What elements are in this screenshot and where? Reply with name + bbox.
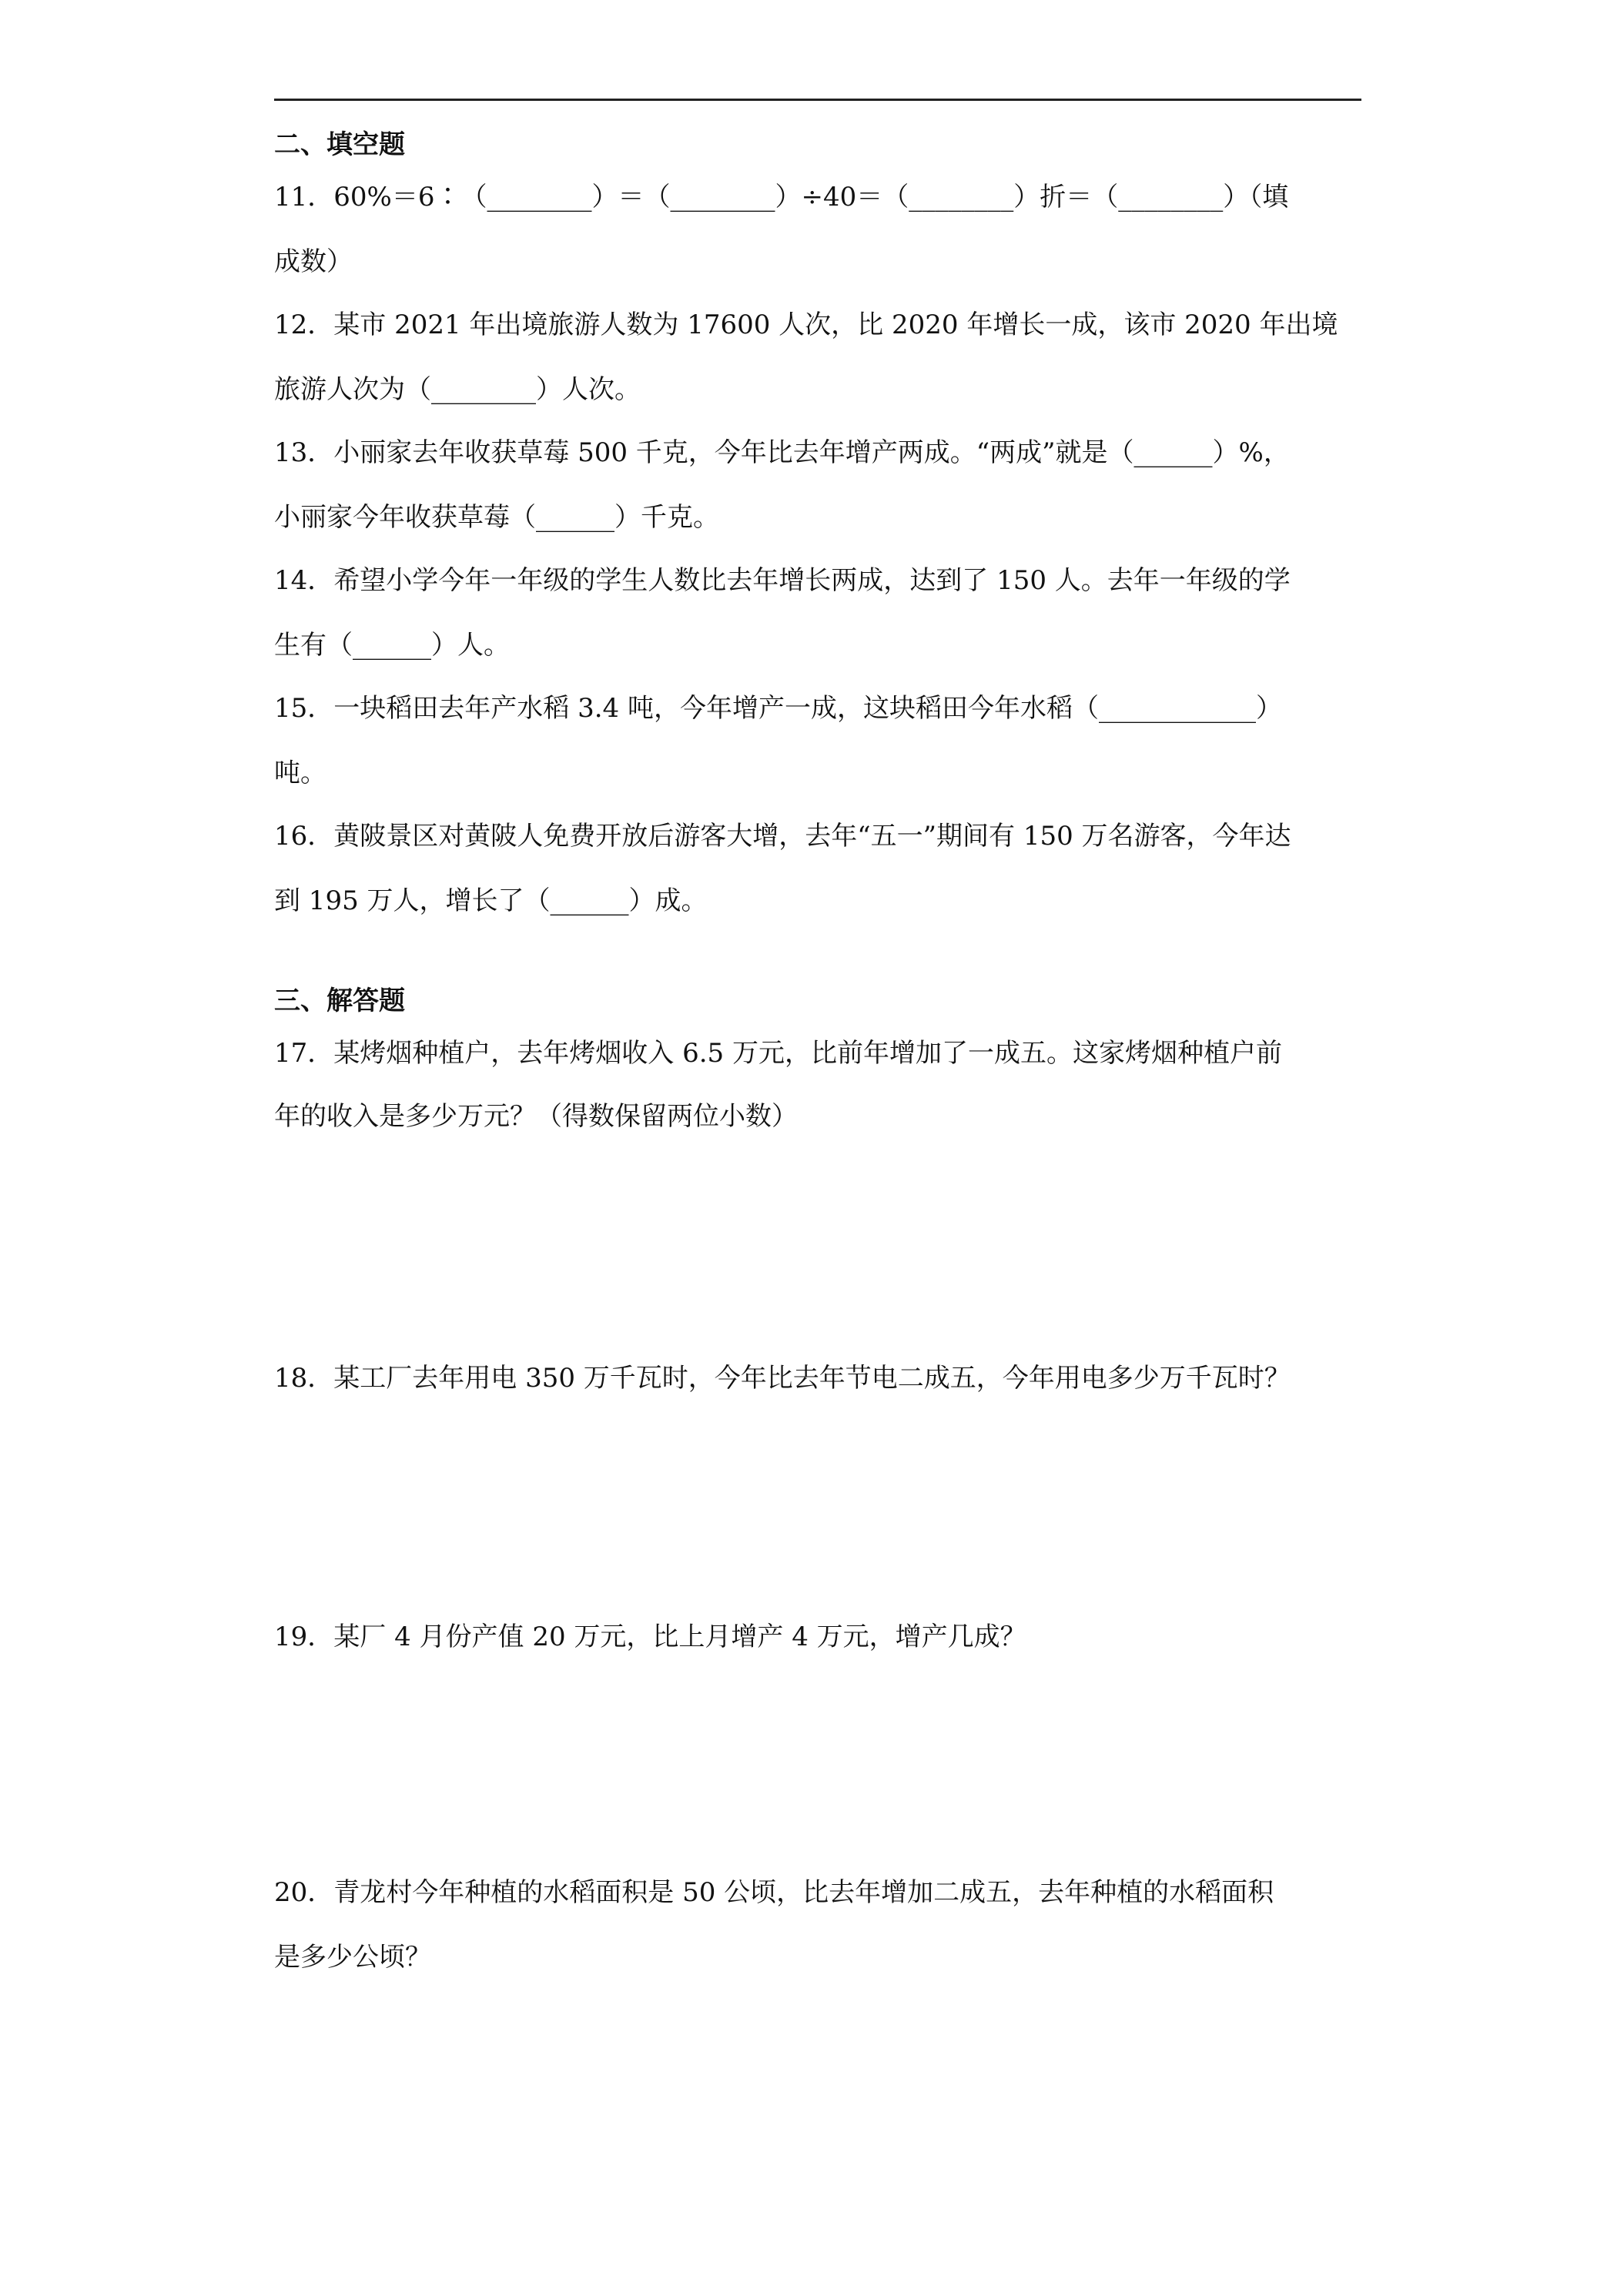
question-20-line-1: 20．青龙村今年种植的水稻面积是 50 公顷，比去年增加二成五，去年种植的水稻面积 (274, 1877, 1274, 1908)
header-rule (274, 99, 1361, 101)
question-13-line-1: 13．小丽家去年收获草莓 500 千克，今年比去年增产两成。“两成”就是（______）%， (274, 437, 1290, 468)
question-13-line-2: 小丽家今年收获草莓（______）千克。 (274, 502, 719, 533)
question-20-line-2: 是多少公顷？ (274, 1942, 431, 1973)
question-19-line-1: 19．某厂 4 月份产值 20 万元，比上月增产 4 万元，增产几成？ (274, 1622, 1026, 1652)
question-18-line-1: 18．某工厂去年用电 350 万千瓦时，今年比去年节电二成五，今年用电多少万千瓦时？ (274, 1363, 1291, 1394)
question-16-line-1: 16．黄陂景区对黄陂人免费开放后游客大增，去年“五一”期间有 150 万名游客，今年达 (274, 821, 1291, 852)
question-11-line-2: 成数） (274, 246, 353, 277)
question-11-line-1: 11．60%＝6∶（________）＝（________）÷40＝（________）折＝（________）（填 (274, 182, 1289, 213)
question-14-line-2: 生有（______）人。 (274, 630, 510, 661)
question-14-line-1: 14．希望小学今年一年级的学生人数比去年增长两成，达到了 150 人。去年一年级的学 (274, 565, 1291, 596)
question-12-line-1: 12．某市 2021 年出境旅游人数为 17600 人次，比 2020 年增长一成，该市 2020 年出境 (274, 310, 1338, 340)
section-title-fill-in: 二、填空题 (274, 129, 405, 160)
question-15-line-2: 吨。 (274, 758, 326, 788)
question-17-line-1: 17．某烤烟种植户，去年烤烟收入 6.5 万元，比前年增加了一成五。这家烤烟种植户前 (274, 1038, 1282, 1069)
question-16-line-2: 到 195 万人，增长了（______）成。 (274, 885, 708, 916)
question-17-line-2: 年的收入是多少万元？（得数保留两位小数） (274, 1101, 798, 1132)
question-15-line-1: 15．一块稻田去年产水稻 3.4 吨，今年增产一成，这块稻田今年水稻（____________） (274, 693, 1282, 724)
question-12-line-2: 旅游人次为（________）人次。 (274, 374, 641, 405)
section-title-solve: 三、解答题 (274, 986, 405, 1016)
